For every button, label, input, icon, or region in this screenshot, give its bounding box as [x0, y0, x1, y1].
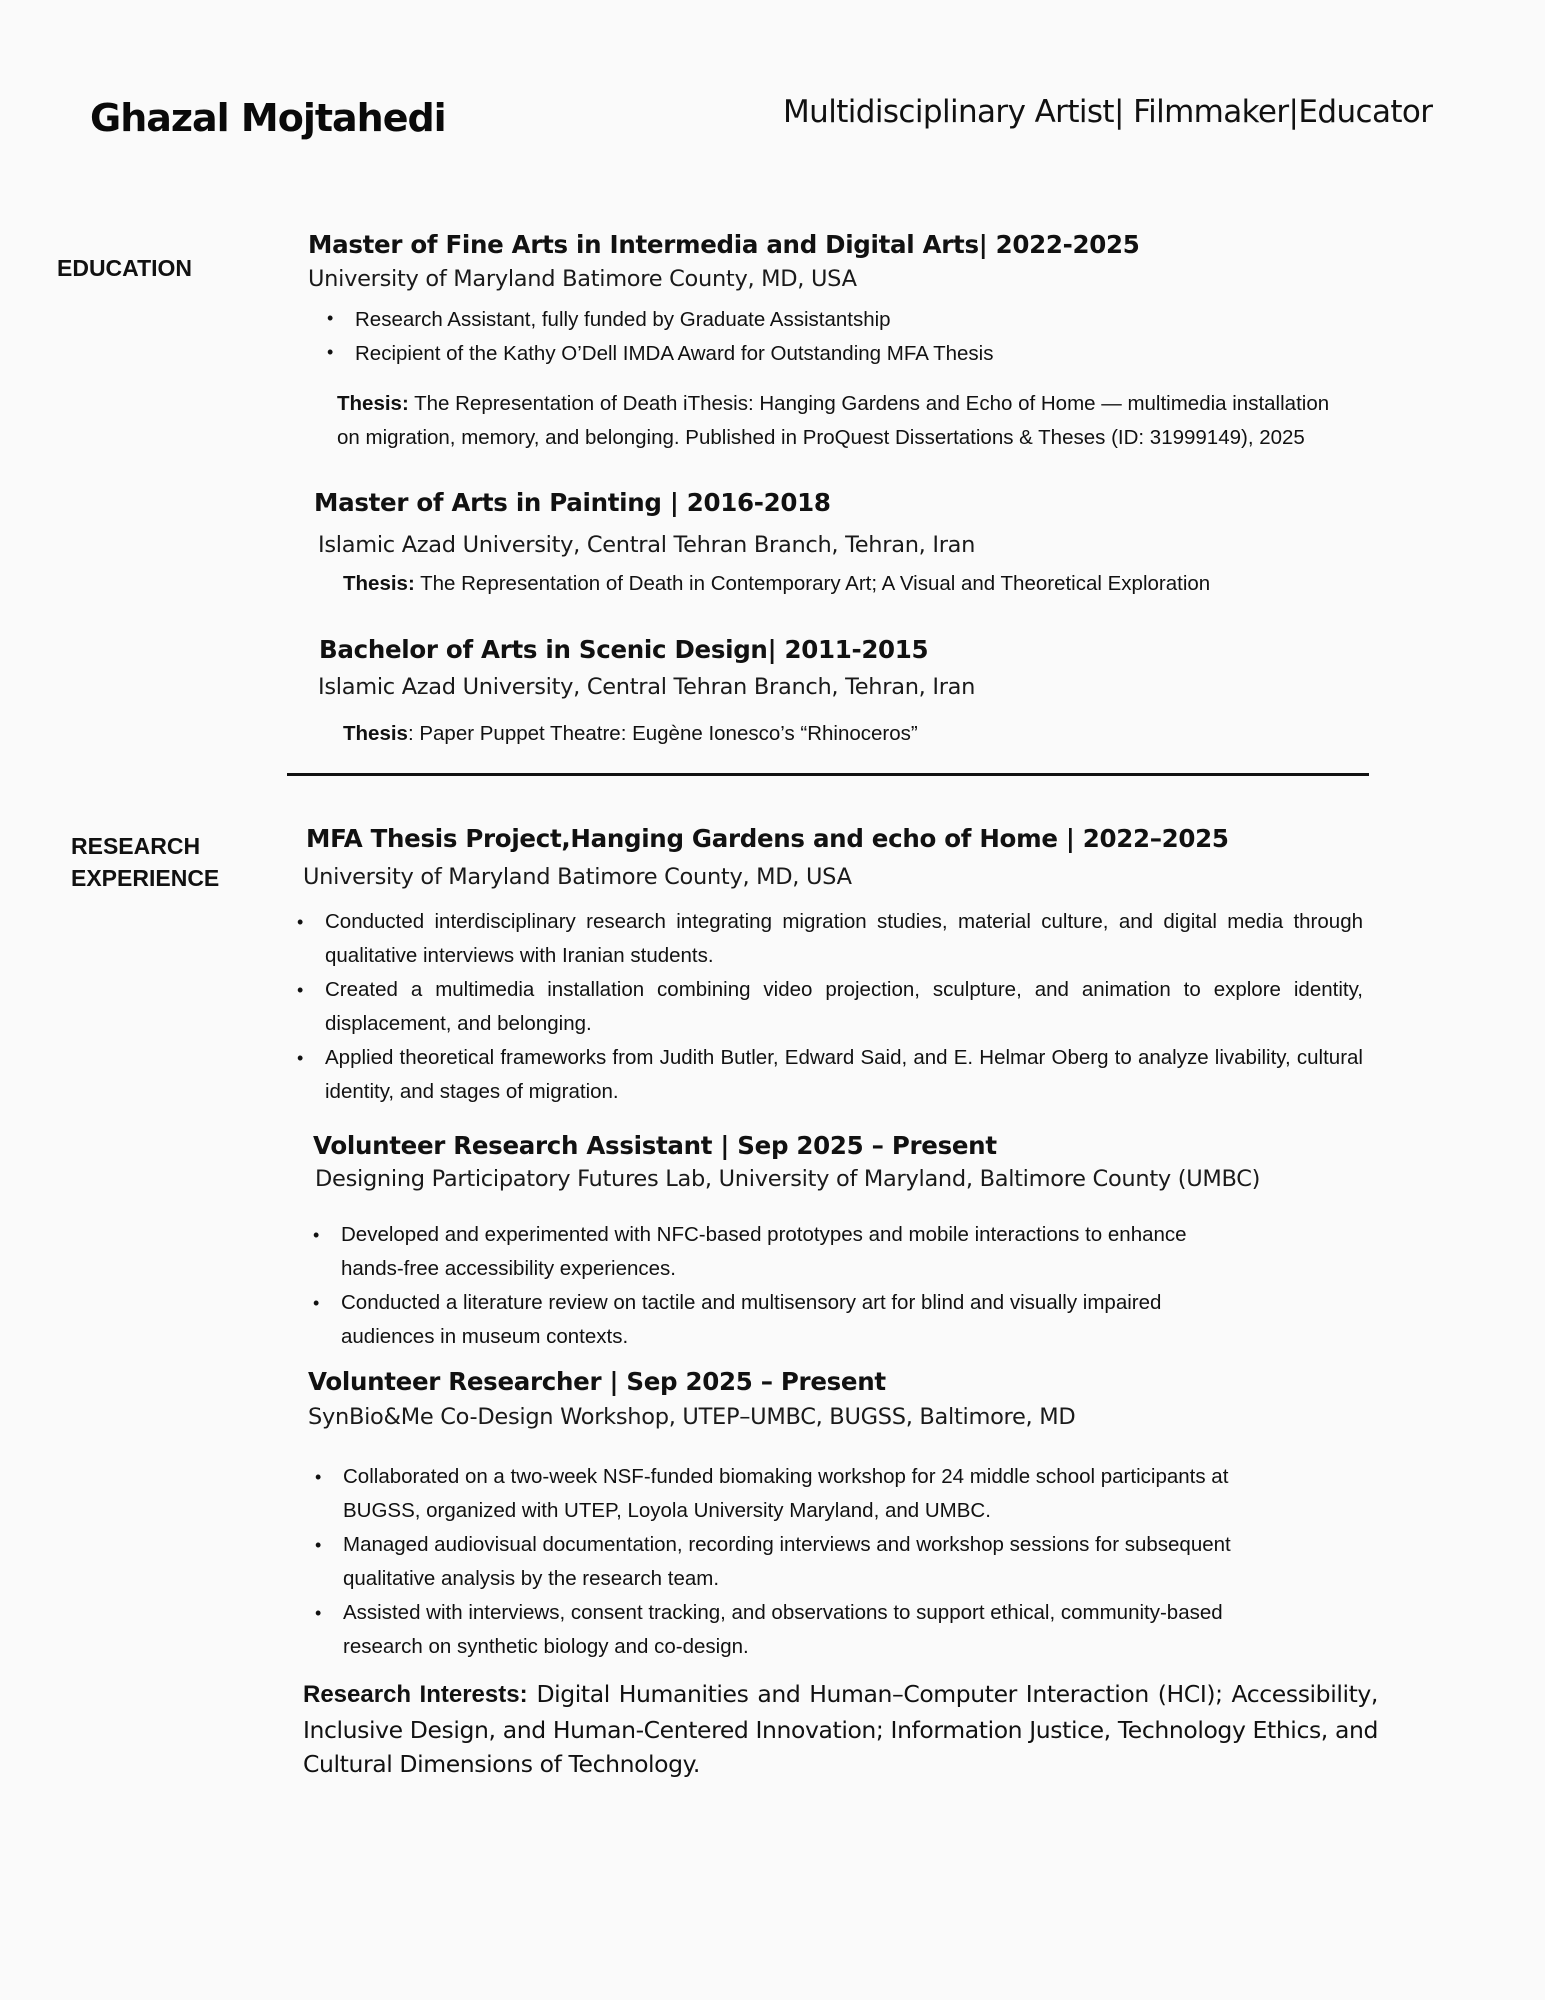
- thesis-text: The Representation of Death iThesis: Hanging Gardens and Echo of Home — multimedia installation: [408, 392, 1330, 415]
- bullet-line: BUGSS, organized with UTEP, Loyola University Maryland, and UMBC.: [343, 1499, 991, 1522]
- research-interests-text: Digital Humanities and Human–Computer Interaction (HCI); Accessibility, Inclusive Design, and Human-Centered Innovation; Information Justice, Technology Ethics, and Cultural Dimensions of Technology.: [303, 1680, 1378, 1778]
- research-title: Volunteer Researcher | Sep 2025 – Present: [308, 1367, 886, 1396]
- degree-title: Bachelor of Arts in Scenic Design| 2011-2015: [319, 635, 929, 664]
- institution: Islamic Azad University, Central Tehran Branch, Tehran, Iran: [318, 532, 976, 558]
- applicant-name: Ghazal Mojtahedi: [90, 96, 446, 140]
- thesis-line: [337, 392, 1329, 416]
- thesis-label: Thesis: [343, 722, 408, 745]
- bullet-line: hands-free accessibility experiences.: [341, 1257, 676, 1280]
- education-section-label: EDUCATION: [57, 255, 193, 281]
- list-item: • Conducted interdisciplinary research integrating migration studies, material culture, and digital media through qualitative interviews with Iranian students.: [325, 905, 1363, 973]
- research-interests-label: Research Interests:: [303, 1681, 528, 1708]
- professional-tagline: Multidisciplinary Artist| Filmmaker|Educator: [783, 94, 1433, 130]
- bullet-line: • Managed audiovisual documentation, recording interviews and workshop sessions for subsequent: [343, 1533, 1231, 1556]
- research-title: MFA Thesis Project,Hanging Gardens and echo of Home | 2022–2025: [306, 824, 1229, 853]
- list-item: • Created a multimedia installation combining video projection, sculpture, and animation to explore identity, displacement, and belonging.: [325, 973, 1363, 1041]
- thesis-text: : Paper Puppet Theatre: Eugène Ionesco’s “Rhinoceros”: [407, 722, 918, 745]
- list-item: [341, 1286, 1187, 1354]
- research-title: Volunteer Research Assistant | Sep 2025 – Present: [313, 1131, 997, 1160]
- research-section-label: [71, 830, 219, 894]
- thesis-line: [343, 572, 1210, 596]
- bullet-line: qualitative analysis by the research team.: [343, 1567, 720, 1590]
- list-item: [343, 1528, 1231, 1596]
- research-organization: Designing Participatory Futures Lab, University of Maryland, Baltimore County (UMBC): [315, 1166, 1261, 1192]
- thesis-label: Thesis:: [343, 572, 415, 595]
- list-item: • Applied theoretical frameworks from Judith Butler, Edward Said, and E. Helmar Oberg to analyze livability, cultural identity, and stages of migration.: [325, 1041, 1363, 1109]
- list-item: • Recipient of the Kathy O’Dell IMDA Award for Outstanding MFA Thesis: [355, 342, 993, 376]
- research-label-line1: RESEARCH: [71, 833, 201, 859]
- thesis-line: [343, 722, 918, 746]
- list-item: [343, 1460, 1231, 1528]
- research-bullets: [325, 905, 1363, 1109]
- bullet-line: research on synthetic biology and co-design.: [343, 1635, 749, 1658]
- institution: University of Maryland Batimore County, MD, USA: [308, 266, 857, 292]
- bullet-line: • Developed and experimented with NFC-based prototypes and mobile interactions to enhance: [341, 1223, 1187, 1246]
- education-bullets: [355, 308, 993, 376]
- institution: Islamic Azad University, Central Tehran Branch, Tehran, Iran: [318, 674, 976, 700]
- thesis-text: The Representation of Death in Contemporary Art; A Visual and Theoretical Exploration: [414, 572, 1211, 595]
- research-bullets: [343, 1460, 1231, 1664]
- section-divider: [287, 773, 1369, 776]
- degree-title: Master of Fine Arts in Intermedia and Digital Arts| 2022-2025: [308, 230, 1140, 259]
- research-bullets: [341, 1218, 1187, 1354]
- degree-title: Master of Arts in Painting | 2016-2018: [314, 488, 831, 517]
- bullet-line: • Assisted with interviews, consent tracking, and observations to support ethical, community-based: [343, 1601, 1223, 1624]
- research-organization: SynBio&Me Co-Design Workshop, UTEP–UMBC, BUGSS, Baltimore, MD: [308, 1404, 1076, 1430]
- research-organization: University of Maryland Batimore County, MD, USA: [303, 864, 852, 890]
- bullet-line: audiences in museum contexts.: [341, 1325, 629, 1348]
- thesis-label: Thesis:: [337, 392, 409, 415]
- list-item: [343, 1596, 1231, 1664]
- list-item: • Research Assistant, fully funded by Graduate Assistantship: [355, 308, 993, 342]
- research-label-line2: EXPERIENCE: [71, 865, 220, 891]
- bullet-line: • Conducted a literature review on tactile and multisensory art for blind and visually impaired: [341, 1291, 1162, 1314]
- bullet-line: • Collaborated on a two-week NSF-funded biomaking workshop for 24 middle school participants at: [343, 1465, 1229, 1488]
- list-item: [341, 1218, 1187, 1286]
- thesis-text-continued: on migration, memory, and belonging. Published in ProQuest Dissertations & Theses (ID: 31999149), 2025: [337, 426, 1305, 449]
- research-interests: [303, 1677, 1378, 1782]
